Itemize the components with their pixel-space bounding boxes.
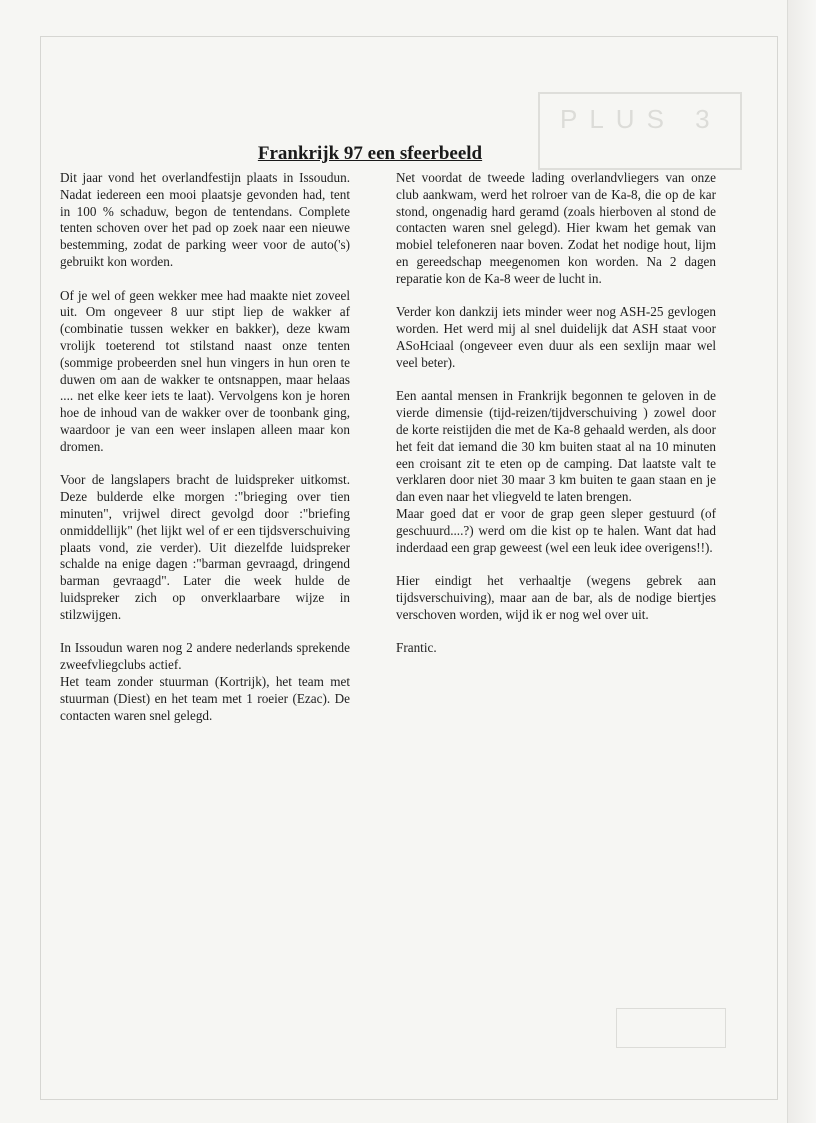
paragraph: Voor de langslapers bracht de luidspreker uitkomst. Deze bulderde elke morgen :"brieging over tien minuten", vrijwel direct gevolgd door :"briefing onmiddellijk" (het lijkt wel of er een tijdsverschuiving plaats vond, zie verder). Uit diezelfde luidspreker schalde na enige dagen :"barman gevraagd, dringend barman gevraagd". Later die week hulde de luidspreker zich op onverklaarbare wijze in stilzwijgen. [60, 472, 350, 622]
left-column [60, 170, 350, 741]
paragraph: Verder kon dankzij iets minder weer nog ASH-25 gevlogen worden. Het werd mij al snel duidelijk dat ASH staat voor ASoHciaal (ongeveer even duur als een sexlijn maar wel veel beter). [396, 304, 716, 370]
paragraph: Een aantal mensen in Frankrijk begonnen te geloven in de vierde dimensie (tijd-reizen/tijdverschuiving ) zowel door de korte reistijden die met de Ka-8 gehaald werden, als door het feit dat iemand die 30 km buiten staat al na 10 minuten een croisant zit te eten op de camping. Dat laatste valt te verklaren door niet 30 maar 3 km buiten te gaan staan en je dan even naar het vliegveld te laten brengen. [396, 388, 716, 505]
article-title: Frankrijk 97 een sfeerbeeld [257, 142, 483, 164]
right-column [396, 170, 716, 674]
paragraph: Maar goed dat er voor de grap geen sleper gestuurd (of geschuurd....?) werd om die kist op te halen. Want dat had inderdaad een grap geweest (wel een leuk idee overigens!!). [396, 505, 716, 555]
paragraph: Hier eindigt het verhaaltje (wegens gebrek aan tijdsverschuiving), maar aan de bar, als de nodige biertjes verschoven worden, wijd ik er nog wel over uit. [396, 573, 716, 622]
signature: Frantic. [396, 640, 437, 656]
paragraph: Of je wel of geen wekker mee had maakte niet zoveel uit. Om ongeveer 8 uur stipt liep de wakker af (combinatie tussen wekker en bakker), deze kwam vrolijk toeterend tot stilstand naast onze tenten (sommige probeerden snel hun vingers in hun oren te duwen om aan de wakker te ontsnappen, maar helaas .... net elke keer iets te laat). Vervolgens kon je horen hoe de inhoud van de wakker over de toonbank ging, waardoor je van een weer inslapen alleen maar kon dromen. [60, 287, 350, 454]
bleed-through-stamp-text: PLUS 3 [560, 104, 722, 134]
paragraph: In Issoudun waren nog 2 andere nederlands sprekende zweefvliegclubs actief. [60, 640, 350, 673]
paragraph: Dit jaar vond het overlandfestijn plaats in Issoudun. Nadat iedereen een mooi plaatsje gevonden had, tent in 100 % schaduw, begon de tentendans. Complete tenten schoven over het pad op zoek naar een nieuwe bestemming, zodat de parking weer voor de auto('s) gebruikt kon worden. [60, 170, 350, 269]
paragraph: Net voordat de tweede lading overlandvliegers van onze club aankwam, werd het rolroer van de Ka-8, die op de kar stond, ongenadig hard geramd (zoals hierboven al stond de contacten waren snel gelegd). Hier kwam het gemak van mobiel telefoneren naar boven. Zodat het nodige hout, lijm en gereedschap meegenomen kon worden. Na 2 dagen reparatie kon de Ka-8 weer de lucht in. [396, 170, 716, 286]
paragraph: Het team zonder stuurman (Kortrijk), het team met stuurman (Diest) en het team met 1 roeier (Ezac). De contacten waren snel gelegd. [60, 673, 350, 723]
bleed-through-box [616, 1008, 726, 1048]
page-edge [787, 0, 816, 1123]
